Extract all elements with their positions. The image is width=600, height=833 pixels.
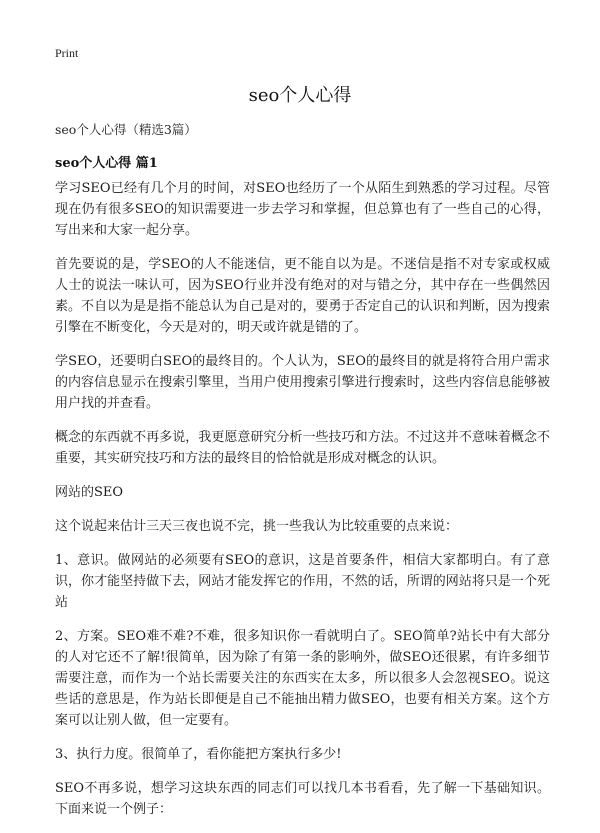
article-body	[55, 178, 550, 833]
paragraph-site-seo-heading: 网站的SEO	[55, 485, 124, 500]
paragraph-concepts: 概念的东西就不再多说，我更愿意研究分析一些技巧和方法。不过这并不意味着概念不重要，其实研究技巧和方法的最终目的恰恰就是形成对概念的认识。	[55, 430, 550, 466]
paragraph-intro: 学习SEO已经有几个月的时间，对SEO也经历了一个从陌生到熟悉的学习过程。尽管现在仍有很多SEO的知识需要进一步去学习和掌握，但总算也有了一些自己的心得，写出来和大家一起分享。	[55, 181, 550, 238]
paragraph-seo-goal: 学SEO，还要明白SEO的最终目的。个人认为，SEO的最终目的就是将符合用户需求的内容信息显示在搜索引擎里，当用户使用搜索引擎进行搜索时，这些内容信息能够被用户找的并查看。	[55, 354, 550, 411]
page-title: seo个人心得	[248, 85, 352, 106]
print-link[interactable]: Print	[55, 46, 79, 60]
paragraph-point-execution: 3、执行力度。很简单了，看你能把方案执行多少!	[55, 747, 342, 762]
section-heading: seo个人心得 篇1	[55, 156, 158, 171]
document-subtitle: seo个人心得（精选3篇）	[55, 122, 197, 137]
paragraph-point-awareness: 1、意识。做网站的必须要有SEO的意识，这是首要条件，相信大家都明白。有了意识，你才能坚持做下去，网站才能发挥它的作用，不然的话，所谓的网站将只是一个死站	[55, 553, 550, 610]
paragraph-example-intro: SEO不再多说，想学习这块东西的同志们可以找几本书看看，先了解一下基础知识。下面来说一个例子：	[55, 781, 550, 817]
paragraph-key-points: 这个说起来估计三天三夜也说不完，挑一些我认为比较重要的点来说：	[55, 519, 459, 534]
paragraph-no-superstition: 首先要说的是，学SEO的人不能迷信，更不能自以为是。不迷信是指不对专家或权威人士的说法一味认可，因为SEO行业并没有绝对的对与错之分，其中存在一些偶然因素。不自以为是是指不能总认为自己是对的，要勇于否定自己的认识和判断，因为搜索引擎在不断变化，今天是对的，明天或许就是错的了。	[55, 257, 550, 335]
paragraph-point-plan: 2、方案。SEO难不难?不难，很多知识你一看就明白了。SEO简单?站长中有大部分的人对它还不了解!很简单，因为除了有第一条的影响外，做SEO还很累，有许多细节需要注意，而作为一个站长需要关注的东西实在太多，所以很多人会忽视SEO。说这些话的意思是，作为站长即便是自己不能抽出精力做SEO，也要有相关方案。这个方案可以让别人做，但一定要有。	[55, 629, 550, 728]
